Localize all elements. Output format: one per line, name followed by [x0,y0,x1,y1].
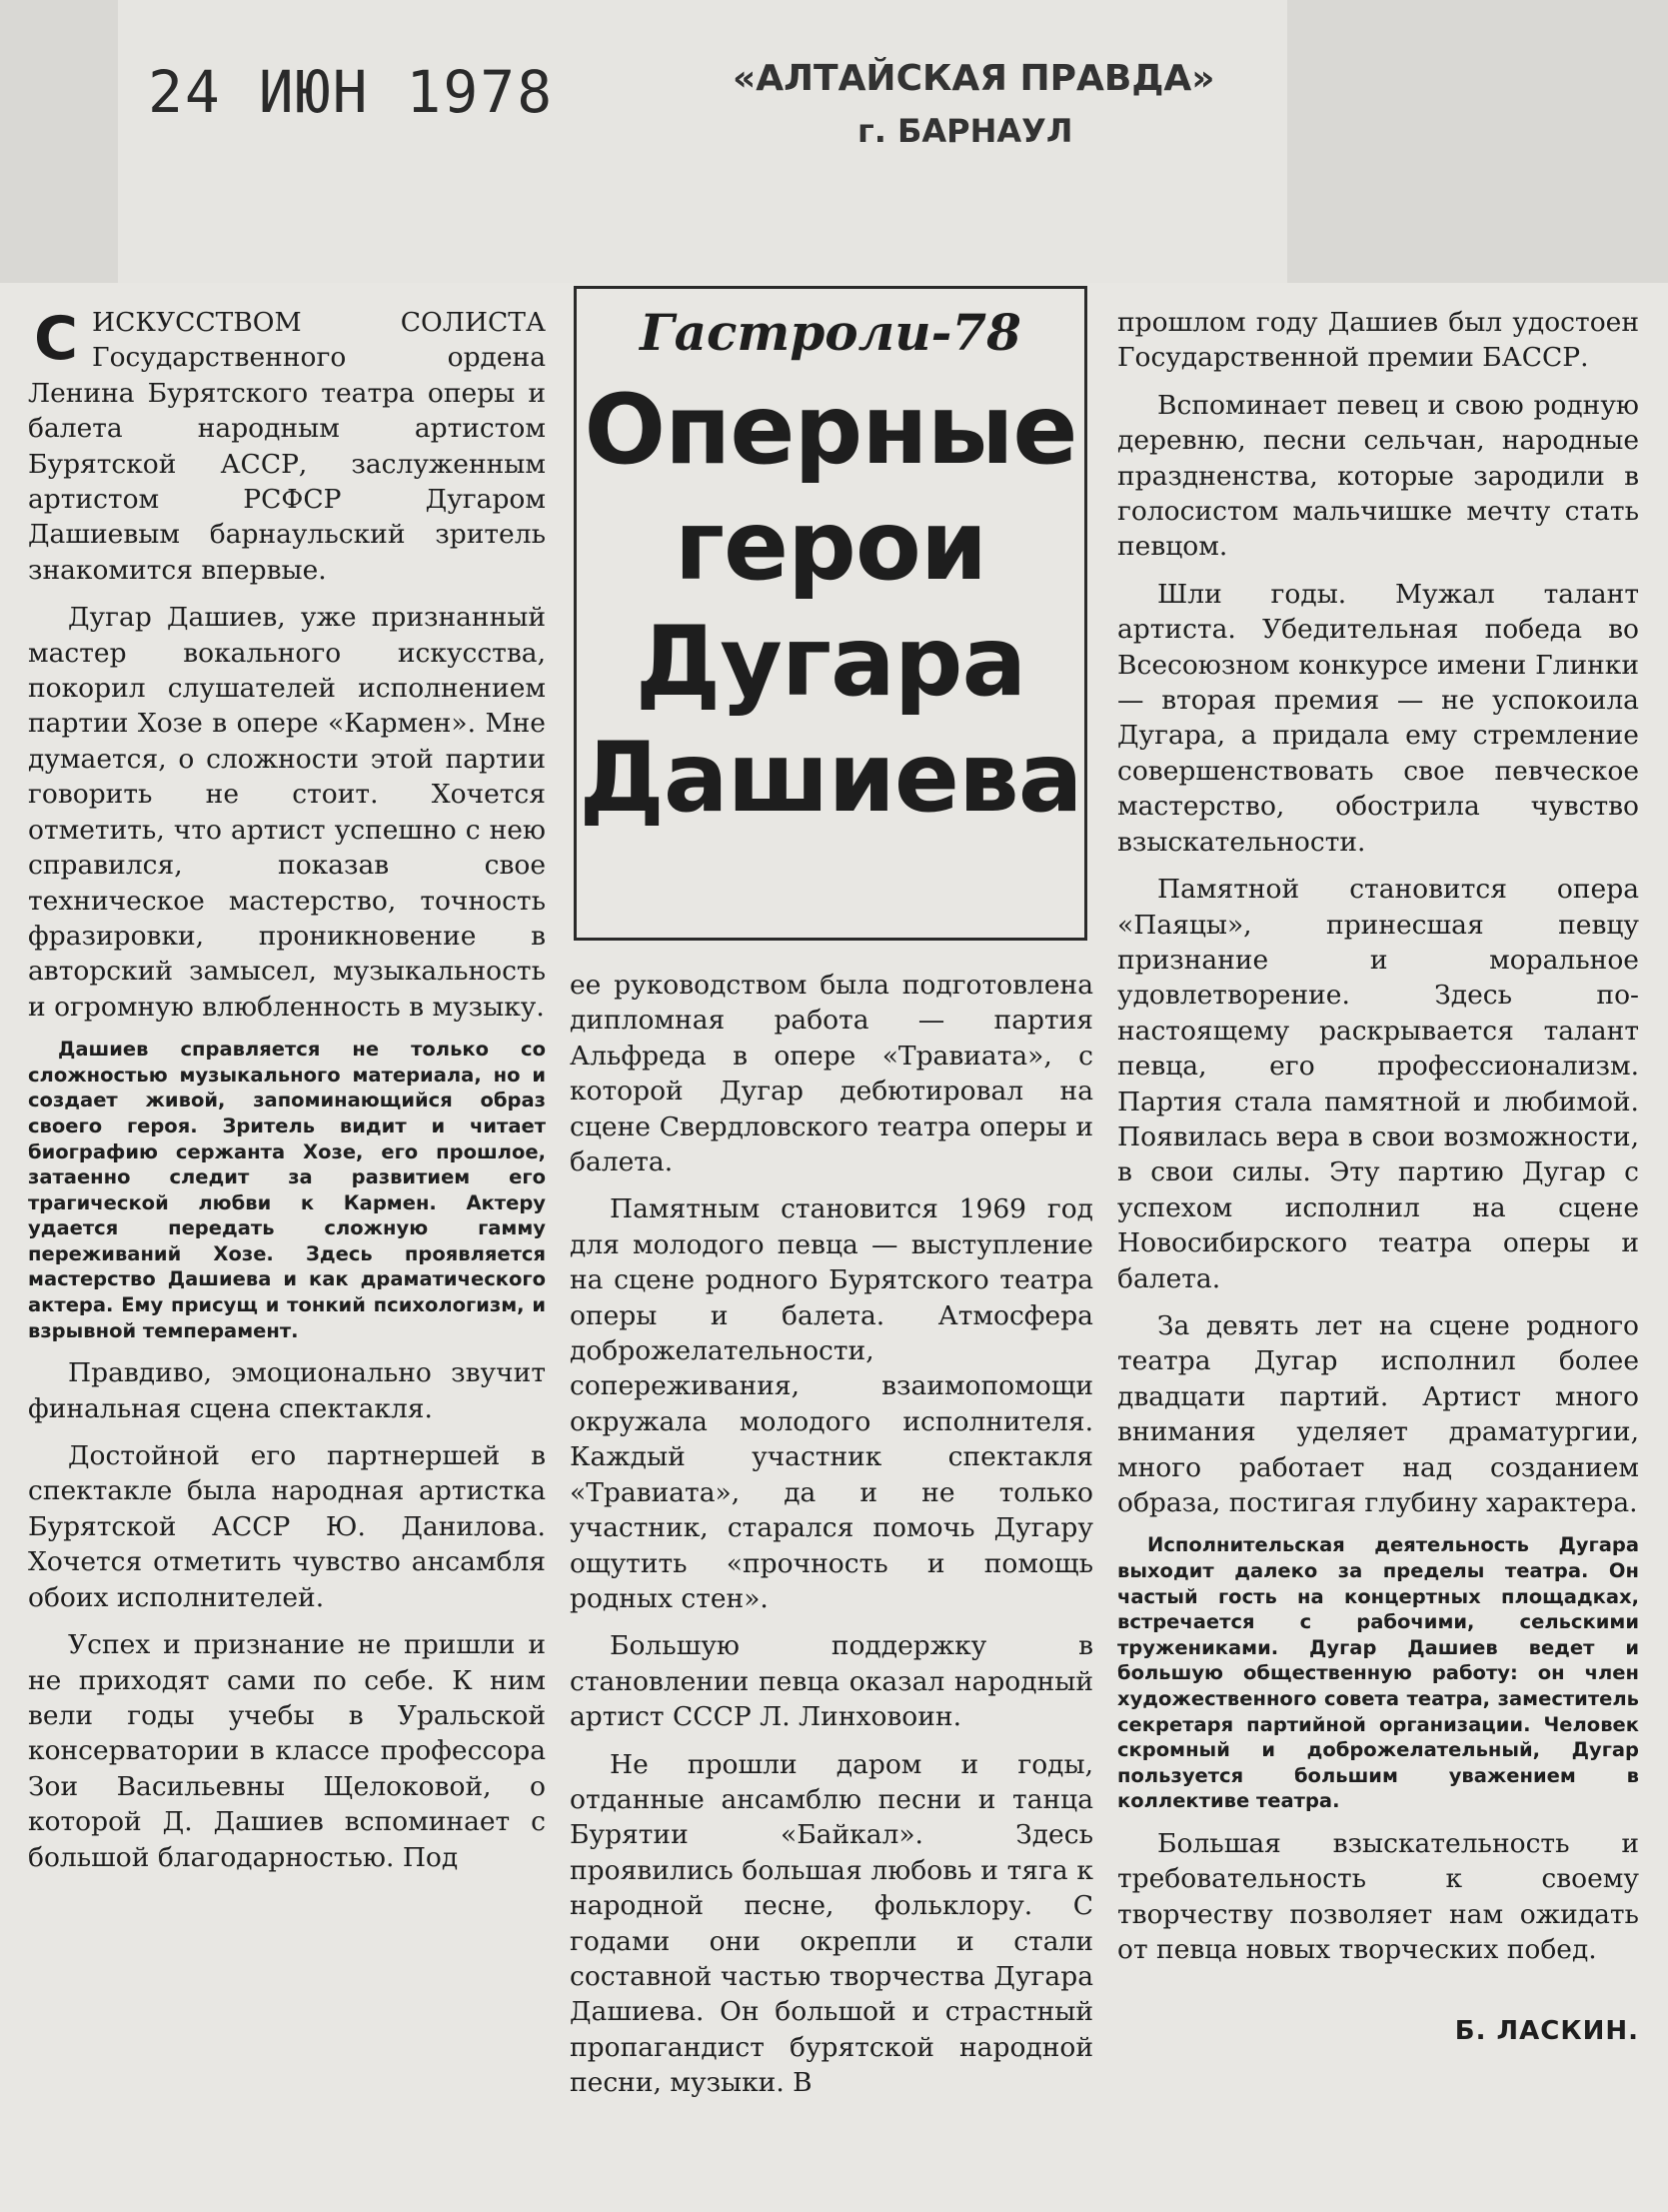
article-column-2 [570,968,1093,2113]
headline-box [574,286,1087,941]
bold-insert: Дашиев справляется не только со сложностью музыкального материала, но и создает живой, запоминающийся образ своего героя. Зритель видит и читает биографию сержанта Хозе, его прошлое, затаенно следит за развитием его трагической любви к Кармен. Актеру удается передать сложную гамму переживаний Хозе. Здесь проявляется мастерство Дашиева и как драматического актера. Ему присущ и тонкий психологизм, и взрывной темперамент. [28,1038,546,1342]
paragraph: Большую поддержку в становлении певца оказал народный артист СССР Л. Линховоин. [570,1630,1093,1733]
stamp-city: г. БАРНАУЛ [857,112,1073,150]
article-column-1 [28,305,546,1887]
paragraph: Большая взыскательность и требовательность к своему творчеству позволяет нам ожидать от певца новых творческих побед. [1117,1827,1639,1966]
article-column-3 [1117,305,1639,2047]
author-signature: Б. ЛАСКИН. [1454,2016,1639,2047]
headline: Оперные герои Дугара Дашиева [579,374,1082,834]
paragraph: Вспоминает певец и свою родную деревню, песни сельчан, народные праздненства, которые зародили в голосистом мальчишке мечту стать певцом. [1117,389,1639,563]
paragraph: Достойной его партнершей в спектакле была народная артистка Бурятской АССР Ю. Данилова. Хочется отметить чувство ансамбля обоих исполнителей. [28,1440,546,1613]
paragraph: прошлом году Дашиев был удостоен Государственной премии БАССР. [1117,307,1639,374]
stamp-date: 24 ИЮН 1978 [148,58,555,126]
newspaper-clipping [0,283,1668,2212]
paragraph: Правдиво, эмоционально звучит финальная сцена спектакля. [28,1357,546,1424]
paragraph: Шли годы. Мужал талант артиста. Убедительная победа во Всесоюзном конкурсе имени Глинки — вторая премия — не успокоила Дугара, а придала ему стремление совершенствовать свое певческое мастерство, обострила чувство взыскательности. [1117,578,1639,858]
paragraph: ее руководством была подготовлена дипломная работа — партия Альфреда в опере «Травиата», с которой Дугар дебютировал на сцене Свердловского театра оперы и балета. [570,970,1093,1178]
paragraph: Памятным становится 1969 год для молодого певца — выступление на сцене родного Бурятского театра оперы и балета. Атмосфера доброжелательности, сопереживания, взаимопомощи окружала молодого исполнителя. Каждый участник спектакля «Травиата», да и не только участник, старался помочь Дугару ощутить «прочность и помощь родных стен». [570,1193,1093,1614]
rubric: Гастроли-78 [640,303,1021,362]
paragraph: Не прошли даром и годы, отданные ансамблю песни и танца Бурятии «Байкал». Здесь проявились большая любовь и тяга к народной песне, фольклору. С годами они окрепли и стали составной частью творчества Дугара Дашиева. Он большой и страстный пропагандист бурятской народной песни, музыки. В [570,1748,1093,2099]
stamp-newspaper: «АЛТАЙСКАЯ ПРАВДА» [733,58,1215,99]
paragraph: Успех и признание не пришли и не приходят сами по себе. К ним вели годы учебы в Уральской консерватории в классе профессора Зои Васильевны Щелоковой, о которой Д. Дашиев вспоминает с большой благодарностью. Под [28,1629,546,1873]
paragraph: Памятной становится опера «Паяцы», принесшая певцу признание и моральное удовлетворение. Здесь по-настоящему раскрывается талант певца, его профессионализм. Партия стала памятной и любимой. Появилась вера в свои возможности, в свои силы. Эту партию Дугар с успехом исполнил на сцене Новосибирского театра оперы и балета. [1117,874,1639,1294]
paragraph: За девять лет на сцене родного театра Дугар исполнил более двадцати партий. Артист много внимания уделяет драматургии, много работает над созданием образа, постигая глубину характера. [1117,1309,1639,1518]
date-stamp-strip [118,0,1287,285]
paragraph: Дугар Дашиев, уже признанный мастер вокального искусства, покорил слушателей исполнением партии Хозе в опере «Кармен». Мне думается, о сложности этой партии говорить не стоит. Хочется отметить, что артист успешно с нею справился, показав свое техническое мастерство, точность фразировки, проникновение в авторский замысел, музыкальность и огромную влюбленность в музыку. [28,602,546,1023]
drop-cap: С [34,304,79,374]
bold-insert: Исполнительская деятельность Дугара выходит далеко за пределы театра. Он частый гость на концертных площадках, встречается с рабочими, сельскими тружениками. Дугар Дашиев ведет и большую общественную работу: он член художественного совета театра, заместитель секретаря партийной организации. Человек скромный и доброжелательный, Дугар пользуется большим уважением в коллективе театра. [1117,1533,1639,1813]
paragraph: СИСКУССТВОМ СОЛИСТА Государственного ордена Ленина Бурятского театра оперы и балета народным артистом Бурятской АССР, заслуженным артистом РСФСР Дугаром Дашиевым барнаульский зритель знакомится впервые. [28,304,546,586]
